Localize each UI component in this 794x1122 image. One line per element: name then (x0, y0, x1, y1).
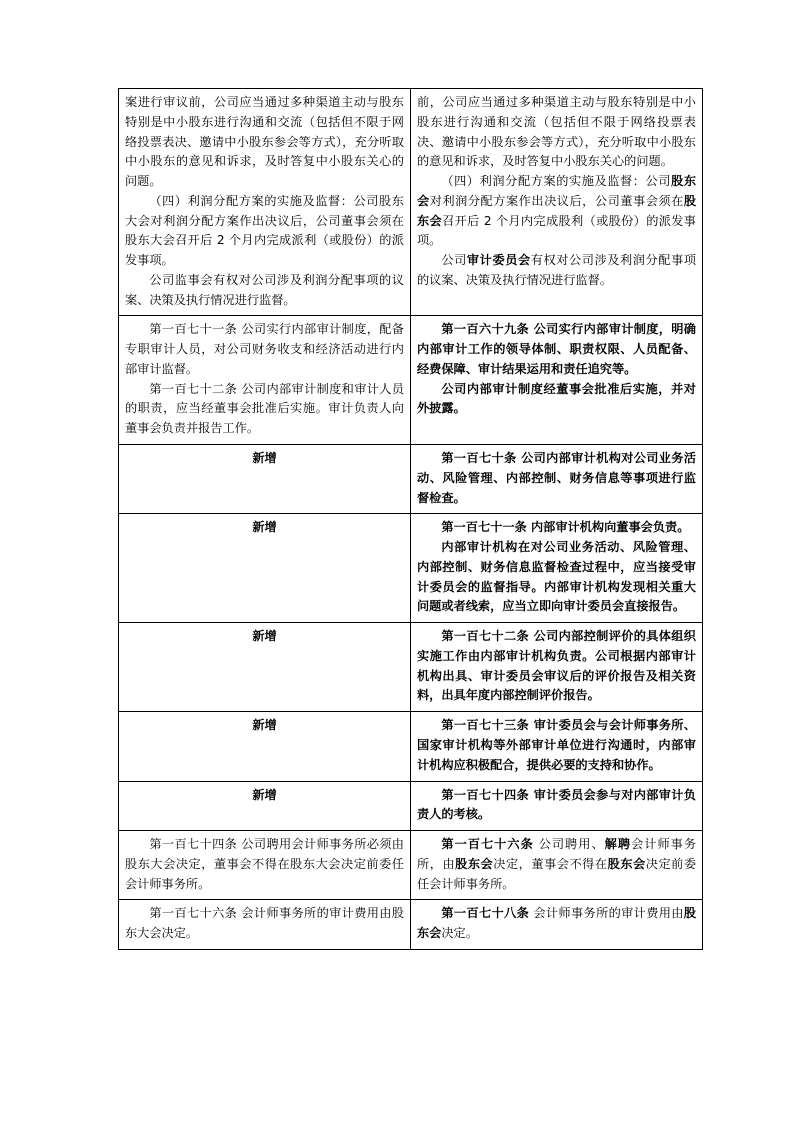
table-cell-original-new (119, 445, 411, 514)
paragraph: 公司监事会有权对公司涉及利润分配事项的议案、决策及执行情况进行监督。 (125, 272, 404, 307)
table-row (119, 316, 703, 445)
table-cell-original (119, 89, 411, 316)
new-label: 新增 (252, 787, 277, 802)
table-cell-original (119, 316, 411, 445)
table-cell-revised (411, 445, 703, 514)
table-cell-revised (411, 900, 703, 950)
paragraph: 内部审计机构在对公司业务活动、风险管理、内部控制、财务信息监督检查过程中，应当接受审计委员会的监督指导。内部审计机构发现相关重大问题或者线索，应当立即向审计委员会直接报告。 (417, 540, 696, 614)
paragraph: 第一百七十三条 审计委员会与会计师事务所、国家审计机构等外部审计单位进行沟通时，内部审计机构应积极配合，提供必要的支持和协作。 (417, 718, 696, 772)
table-cell-original (119, 831, 411, 900)
table-row (119, 623, 703, 712)
table-row (119, 712, 703, 781)
table-row (119, 900, 703, 950)
paragraph: 第一百七十二条 公司内部审计制度和审计人员的职责，应当经董事会批准后实施。审计负责人向董事会负责并报告工作。 (125, 381, 404, 436)
paragraph: 前，公司应当通过多种渠道主动与股东特别是中小股东进行沟通和交流（包括但不限于网络投票表决、邀请中小股东参会等方式），充分听取中小股东的意见和诉求，及时答复中小股东关心的问题。 (417, 95, 696, 169)
paragraph: 第一百七十一条 内部审计机构向董事会负责。 (441, 520, 690, 535)
table-row (119, 831, 703, 900)
table-cell-original (119, 900, 411, 950)
new-label: 新增 (252, 520, 277, 535)
table-row (119, 514, 703, 623)
table-cell-original-new (119, 712, 411, 781)
paragraph: 公司内部审计制度经董事会批准后实施，并对外披露。 (417, 381, 696, 416)
table-cell-original-new (119, 781, 411, 831)
table-row (119, 445, 703, 514)
table-cell-revised (411, 514, 703, 623)
paragraph: （四）利润分配方案的实施及监督：公司股东大会对利润分配方案作出决议后，公司董事会须在股东大会召开后 2 个月内完成派利（或股份）的派发事项。 (125, 193, 404, 268)
paragraph: 第一百七十一条 公司实行内部审计制度，配备专职审计人员，对公司财务收支和经济活动进行内部审计监督。 (125, 322, 404, 376)
table-body (119, 89, 703, 950)
new-label: 新增 (252, 451, 277, 466)
table-cell-revised (411, 623, 703, 712)
paragraph: 第一百七十四条 公司聘用会计师事务所必须由股东大会决定，董事会不得在股东大会决定前委任会计师事务所。 (125, 837, 404, 891)
paragraph: 第一百七十条 公司内部审计机构对公司业务活动、风险管理、内部控制、财务信息等事项进行监督检查。 (417, 451, 696, 505)
paragraph: 第一百七十六条 会计师事务所的审计费用由股东大会决定。 (125, 906, 404, 941)
table-cell-revised (411, 712, 703, 781)
paragraph: 第一百七十二条 公司内部控制评价的具体组织实施工作由内部审计机构负责。公司根据内部审计机构出具、审计委员会审议后的评价报告及相关资料，出具年度内部控制评价报告。 (417, 629, 696, 703)
paragraph: 第一百七十四条 审计委员会参与对内部审计负责人的考核。 (417, 787, 696, 822)
table-cell-original-new (119, 514, 411, 623)
paragraph: （四）利润分配方案的实施及监督：公司股东会对利润分配方案作出决议后，公司董事会须在股东会召开后 2 个月内完成股利（或股份）的派发事项。 (417, 174, 697, 248)
paragraph: 第一百六十九条 公司实行内部审计制度，明确内部审计工作的领导体制、职责权限、人员配备、经费保障、审计结果运用和责任追究等。 (417, 322, 696, 376)
table-cell-revised (411, 781, 703, 831)
paragraph: 第一百七十八条 会计师事务所的审计费用由股东会决定。 (417, 906, 697, 941)
comparison-table (118, 88, 703, 950)
table-cell-revised (411, 316, 703, 445)
new-label: 新增 (252, 629, 277, 644)
table-row (119, 89, 703, 316)
table-cell-revised (411, 831, 703, 900)
paragraph: 案进行审议前，公司应当通过多种渠道主动与股东特别是中小股东进行沟通和交流（包括但不限于网络投票表决、邀请中小股东参会等方式），充分听取中小股东的意见和诉求，及时答复中小股东关心的问题。 (125, 95, 404, 189)
paragraph: 第一百七十六条 公司聘用、解聘会计师事务所，由股东会决定，董事会不得在股东会决定前委任会计师事务所。 (417, 837, 697, 891)
table-row (119, 781, 703, 831)
paragraph: 公司审计委员会有权对公司涉及利润分配事项的议案、决策及执行情况进行监督。 (417, 253, 697, 287)
table-cell-revised (411, 89, 703, 316)
new-label: 新增 (252, 718, 277, 733)
table-cell-original-new (119, 623, 411, 712)
